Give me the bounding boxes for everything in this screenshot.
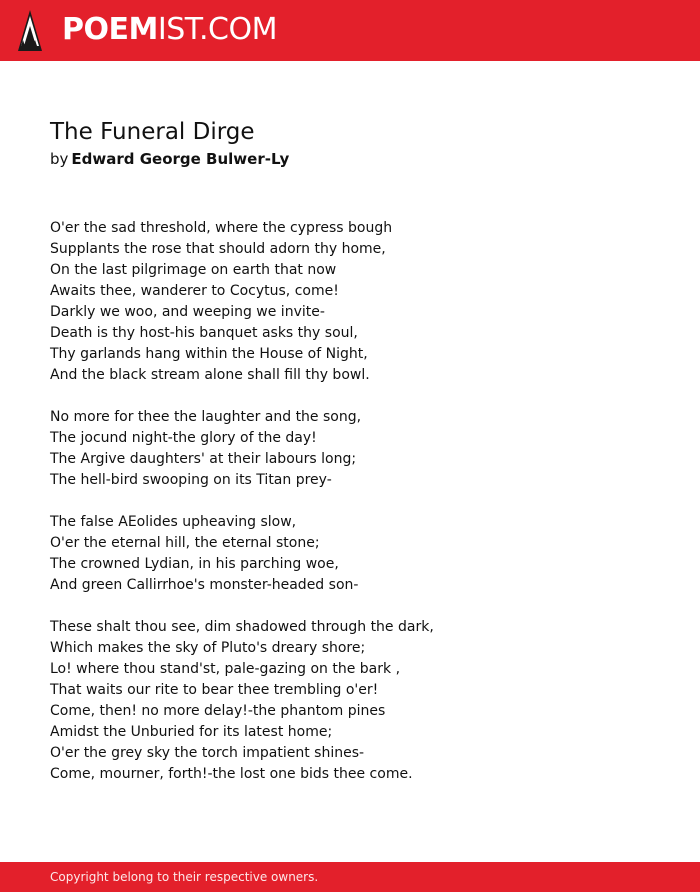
poem-line: Thy garlands hang within the House of Night, xyxy=(50,346,368,362)
by-label: by xyxy=(50,150,69,168)
poem-line: O'er the eternal hill, the eternal stone; xyxy=(50,535,320,551)
site-logo[interactable] xyxy=(62,11,277,49)
logo-light-text: IST.COM xyxy=(157,12,277,47)
poem-line: These shalt thou see, dim shadowed through the dark, xyxy=(50,619,434,635)
stanza xyxy=(50,617,650,785)
pencil-tip-icon xyxy=(18,10,42,51)
poem-line: The jocund night-the glory of the day! xyxy=(50,430,317,446)
poem-line: The false AEolides upheaving slow, xyxy=(50,514,297,530)
copyright-notice: Copyright belong to their respective owners. xyxy=(50,870,319,884)
poem-line: Come, mourner, forth!-the lost one bids thee come. xyxy=(50,766,413,782)
poem-line: And green Callirrhoe's monster-headed son- xyxy=(50,577,359,593)
poem-line: Darkly we woo, and weeping we invite- xyxy=(50,304,325,320)
logo-bold-text: POEM xyxy=(62,12,158,47)
poem-line: Supplants the rose that should adorn thy home, xyxy=(50,241,386,257)
poem-line: Death is thy host-his banquet asks thy soul, xyxy=(50,325,358,341)
poem-line: Which makes the sky of Pluto's dreary shore; xyxy=(50,640,366,656)
poem-author: Edward George Bulwer-Ly xyxy=(71,150,290,168)
stanza xyxy=(50,218,650,386)
poem-line: Come, then! no more delay!-the phantom pines xyxy=(50,703,386,719)
poem-line: Awaits thee, wanderer to Cocytus, come! xyxy=(50,283,339,299)
poem-line: The hell-bird swooping on its Titan prey- xyxy=(50,472,332,488)
poem-line: And the black stream alone shall fill thy bowl. xyxy=(50,367,370,383)
stanza xyxy=(50,407,650,491)
poem-title: The Funeral Dirge xyxy=(50,119,255,145)
site-header xyxy=(0,0,700,61)
poem-line: Lo! where thou stand'st, pale-gazing on the bark , xyxy=(50,661,401,677)
stanza xyxy=(50,512,650,596)
poem-byline xyxy=(50,149,289,169)
poem-line: That waits our rite to bear thee trembling o'er! xyxy=(50,682,379,698)
poem-line: O'er the grey sky the torch impatient shines- xyxy=(50,745,365,761)
poem-line: Amidst the Unburied for its latest home; xyxy=(50,724,333,740)
poem-line: On the last pilgrimage on earth that now xyxy=(50,262,337,278)
poem-line: O'er the sad threshold, where the cypress bough xyxy=(50,220,393,236)
poem-body xyxy=(50,218,650,806)
site-footer xyxy=(0,862,700,892)
poem-line: The crowned Lydian, in his parching woe, xyxy=(50,556,339,572)
poem-line: No more for thee the laughter and the song, xyxy=(50,409,362,425)
poem-line: The Argive daughters' at their labours long; xyxy=(50,451,357,467)
